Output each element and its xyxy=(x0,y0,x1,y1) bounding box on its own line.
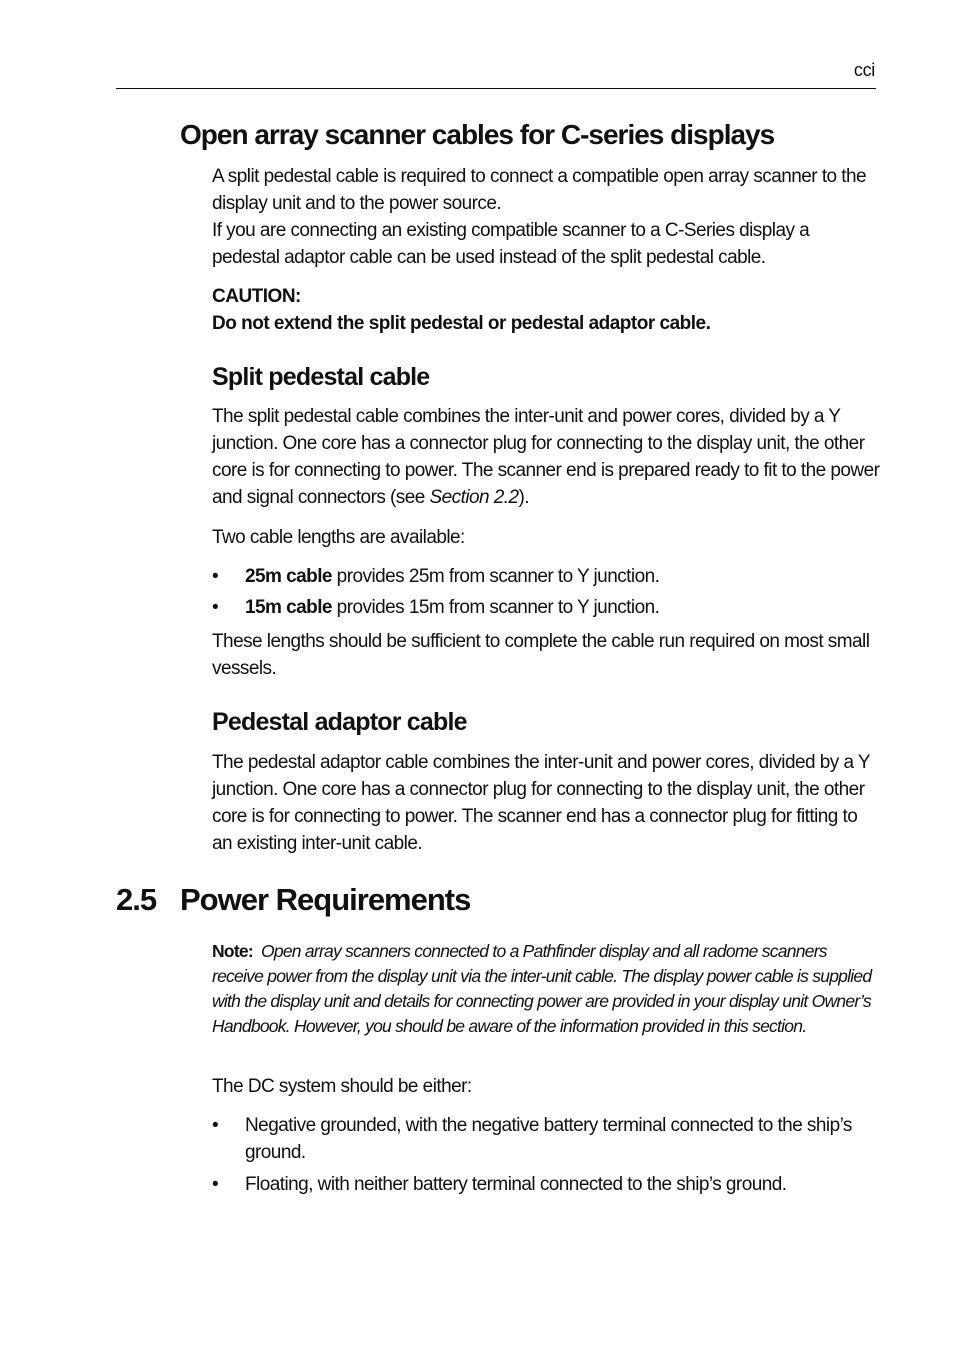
list-item-text: Negative grounded, with the negative battery terminal connected to the ship’s ground. xyxy=(245,1115,852,1163)
list-item xyxy=(212,1171,880,1198)
paragraph-text: The split pedestal cable combines the inter-unit and power cores, divided by a Y junction. One core has a connector plug for connecting to the display unit, the other core is for connecting to power. The scanner end is prepared ready to fit to the power and signal connectors (see xyxy=(212,406,880,508)
paragraph-text: A split pedestal cable is required to connect a compatible open array scanner to the display unit and to the power source. xyxy=(212,166,867,214)
dc-system-list xyxy=(212,1112,880,1198)
section-number: 2.5 xyxy=(116,882,157,917)
chapter-heading-power-requirements xyxy=(116,882,470,918)
bullet-icon: • xyxy=(212,1115,219,1136)
paragraph-split-pedestal-3: These lengths should be sufficient to complete the cable run required on most small vessels. xyxy=(212,631,870,679)
subheading-split-pedestal: Split pedestal cable xyxy=(212,363,430,391)
header-rule xyxy=(116,88,876,89)
note-box xyxy=(212,939,880,1039)
list-item xyxy=(212,563,880,590)
section-title: Power Requirements xyxy=(180,882,471,917)
list-item-bold: 25m cable xyxy=(245,566,332,587)
list-item xyxy=(212,1112,880,1166)
caution-label: CAUTION: xyxy=(212,286,301,307)
list-item-bold: 15m cable xyxy=(245,597,332,618)
note-text: Open array scanners connected to a Pathfinder display and all radome scanners receive power from the display unit via the inter-unit cable. The display power cable is supplied with the display unit and details for connecting power are provided in your display unit Owner’s Handbook. However, you should be aware of the information provided in this section. xyxy=(212,941,872,1036)
caution-text: Do not extend the split pedestal or pedestal adaptor cable. xyxy=(212,313,711,334)
list-item-text: Floating, with neither battery terminal connected to the ship’s ground. xyxy=(245,1174,787,1195)
bullet-icon: • xyxy=(212,1174,219,1195)
list-item xyxy=(212,594,880,621)
list-item-text: provides 25m from scanner to Y junction. xyxy=(331,566,660,587)
page-number: cci xyxy=(853,60,875,80)
caution-box xyxy=(212,283,880,337)
bullet-icon: • xyxy=(212,597,219,618)
paragraph-open-array-1 xyxy=(212,163,880,271)
paragraph-pedestal-adaptor-1: The pedestal adaptor cable combines the inter-unit and power cores, divided by a Y junction. One core has a connector plug for connecting to the display unit, the other core is for connecting to power. The scanner end has a connector plug for fitting to an existing inter-unit cable. xyxy=(212,752,870,854)
cable-length-list xyxy=(212,563,880,621)
bullet-icon: • xyxy=(212,566,219,587)
subheading-pedestal-adaptor: Pedestal adaptor cable xyxy=(212,708,467,736)
paragraph-power-1: The DC system should be either: xyxy=(212,1076,472,1097)
paragraph-text: If you are connecting an existing compatible scanner to a C-Series display a pedestal adaptor cable can be used instead of the split pedestal cable. xyxy=(212,220,810,268)
paragraph-text: ). xyxy=(518,487,530,508)
list-item-text: provides 15m from scanner to Y junction. xyxy=(331,597,660,618)
paragraph-split-pedestal-1 xyxy=(212,403,880,511)
section-heading-open-array: Open array scanner cables for C-series displays xyxy=(180,119,775,150)
section-reference: Section 2.2 xyxy=(429,487,519,508)
paragraph-split-pedestal-2: Two cable lengths are available: xyxy=(212,527,465,548)
note-label: Note: xyxy=(212,941,253,961)
